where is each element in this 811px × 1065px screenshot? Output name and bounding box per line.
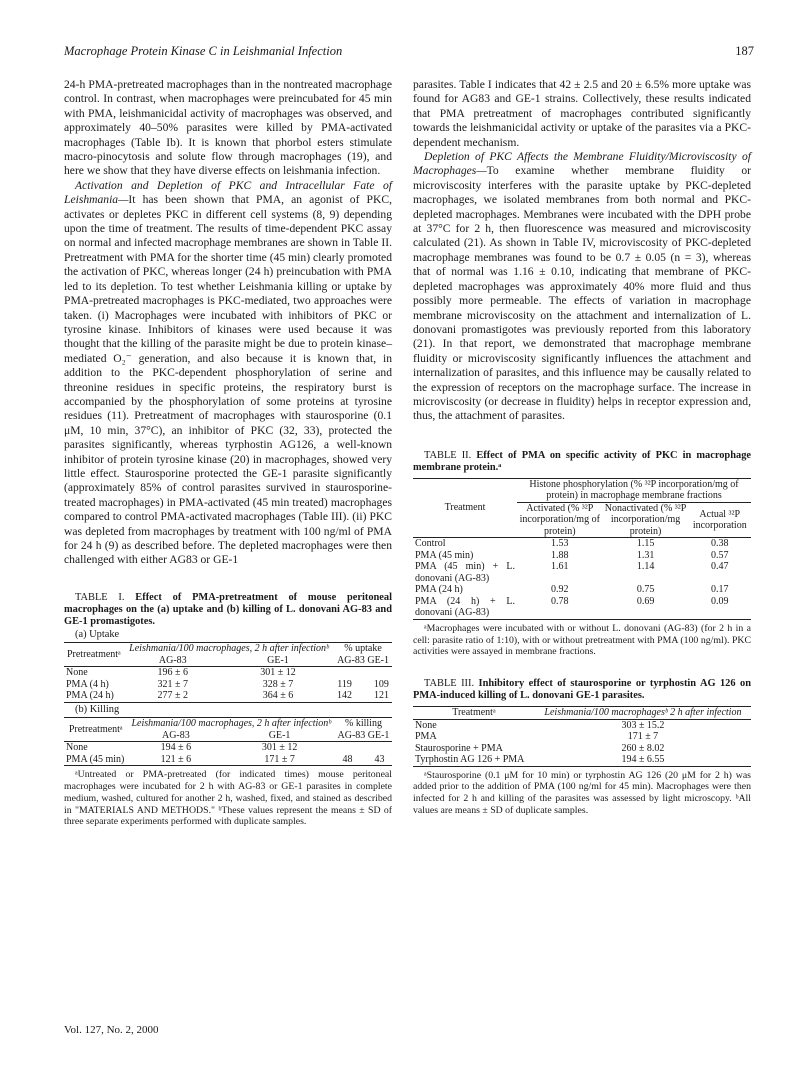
table-cell <box>334 679 392 691</box>
col-header: % killing AG-83 GE-1 <box>337 718 390 741</box>
table-cell <box>335 754 392 766</box>
table-cell: PMA (24 h) <box>415 584 463 596</box>
table-cell: None <box>415 719 437 731</box>
table-caption: TABLE III. Inhibitory effect of staurosporine or tyrphostin AG 126 on PMA-induced killing of L. donovani GE-1 parasites. <box>413 678 751 702</box>
col-header: GE-1 <box>267 654 289 666</box>
col-header: Nonactivated (% ³²P incorporation/mg protein) <box>604 502 687 537</box>
pct-value: 121 <box>374 690 390 702</box>
col-header: AG-83 <box>161 729 190 741</box>
table-cell: Tyrphostin AG 126 + PMA <box>415 754 525 766</box>
table-cell: 277 ± 2 <box>157 690 189 702</box>
table-cell: PMA <box>415 731 437 743</box>
table-cell: 121 ± 6 <box>160 753 192 765</box>
pct-value: 142 <box>337 690 353 702</box>
table-cell: 1.14 <box>636 561 655 573</box>
pct-value: 48 <box>342 753 353 765</box>
table-footnote: ᵃMacrophages were incubated with or without L. donovani (AG-83) (for 2 h in a cell: parasite ratio of 1:10), with or without pretreatment with PMA (100 ng/ml). PKC activities were assayed in membrane fractions. <box>413 622 751 658</box>
col-header: Pretreatmentᵃ <box>66 648 121 660</box>
table-cell: 1.53 <box>551 538 569 550</box>
table-3-grid <box>413 706 751 767</box>
col-header: Pretreatmentᵃ <box>68 723 123 735</box>
table-cell: 0.78 <box>551 595 569 607</box>
table-cell: PMA (4 h) <box>66 678 109 690</box>
table-row <box>413 731 751 743</box>
col-header: Leishmania/100 macrophagesᵇ 2 h after infection <box>544 707 742 719</box>
pct-value: 43 <box>374 753 385 765</box>
table-caption: TABLE II. Effect of PMA on specific activity of PKC in macrophage membrane protein.ᵃ <box>413 449 751 473</box>
table-cell: 194 ± 6.55 <box>621 754 665 766</box>
table-cell: 301 ± 12 <box>260 667 296 679</box>
table-row <box>64 679 392 691</box>
right-column <box>413 78 751 817</box>
table-cell: Control <box>415 538 446 550</box>
table-cell: 1.15 <box>636 538 655 550</box>
table-row <box>64 742 392 754</box>
table-cell: 194 ± 6 <box>160 742 192 754</box>
table-cell: 1.61 <box>551 561 569 573</box>
table-row <box>413 754 751 766</box>
table-row <box>64 690 392 702</box>
journal-footer: Vol. 127, No. 2, 2000 <box>64 1024 159 1036</box>
table-row <box>64 667 392 679</box>
table-row <box>64 754 392 766</box>
table-cell: PMA (24 h) + L. donovani (AG-83) <box>415 595 515 619</box>
table-cell: PMA (45 min) <box>66 753 125 765</box>
table-cell: PMA (45 min) + L. donovani (AG-83) <box>415 561 515 584</box>
table-cell: None <box>66 742 88 754</box>
table-cell: 0.09 <box>711 595 729 607</box>
col-header: AG-83 <box>158 654 187 666</box>
table-row <box>413 538 751 550</box>
table-row <box>413 584 751 596</box>
table-cell: 260 ± 8.02 <box>621 742 665 754</box>
table-cell: 0.69 <box>636 595 655 607</box>
table-row <box>413 550 751 562</box>
paragraph-text: It has been shown that PMA, an agonist of PKC, activates or depletes PKC in different cell systems (8, 9) depending upon the time of treatment. The results of time-dependent PKC assay on normal and infected macrophage membranes are shown in Table II. Pretreatment with PMA for the shorter time (45 min) clearly promoted the activation of PKC, whereas longer (24 h) preincubation with PMA led to its depletion. To test whether Leishmania killing or uptake by PMA-pretreated macrophages is PKC-mediated, two approaches were taken. (i) Macrophages were incubated with inhibitors of PKC or tyrosine kinase. Inhibitors of kinases were used because it was thought that the killing of the parasite might be due to protein kinase–mediated O₂⁻ generation, and also because it is known that, in addition to the PKC-dependent phosphorylation of serine and threonine residues in specific proteins, the respiratory burst is accompanied by the phosphorylation of some proteins at tyrosine residues (11). Pretreatment of macrophages with staurosporine (0.1 μM, 10 min, 37°C), an inhibitor of PKC (32, 33), protected the parasites significantly, whereas tyrphostin AG126, a well-known inhibitor of protein tyrosine kinase (20) in macrophages, showed very little effect. Staurosporine protected the GE-1 parasite significantly (approximately 85% of control parasites survived in staurosporine-treated macrophages) in PMA-activated (45 min treated) macrophages compared to control PMA-activated macrophages (Table III). (ii) PKC was depleted from macrophages by treatment with 100 ng/ml of PMA for 24 h (9) as described before. The depleted macrophages were then challenged with either AG83 or GE-1 <box>64 193 392 567</box>
table-2 <box>413 450 751 658</box>
table-cell: 364 ± 6 <box>262 690 294 702</box>
col-header: % uptake AG-83 GE-1 <box>337 643 390 666</box>
col-header: Treatmentᵃ <box>452 707 496 719</box>
table-cell: Staurosporine + PMA <box>415 742 503 754</box>
table-cell: 1.88 <box>551 549 569 561</box>
table-cell: PMA (24 h) <box>66 690 114 702</box>
pct-value: 119 <box>337 678 352 690</box>
running-title: Macrophage Protein Kinase C in Leishmanial Infection <box>64 44 343 58</box>
running-header <box>64 44 754 59</box>
table-1b <box>64 717 392 766</box>
table-1a <box>64 642 392 703</box>
col-header: Treatment <box>444 502 486 514</box>
table-footnote: ᵃUntreated or PMA-pretreated (for indicated times) mouse peritoneal macrophages were incubated for 2 h with AG-83 or GE-1 parasites in complete medium, washed, cultured for another 2 h, washed, fixed, and stained as described in "MATERIALS AND METHODS." ᵇThese values represent the means ± SD of three separate experiments performed with duplicate samples. <box>64 769 392 828</box>
table-cell: 171 ± 7 <box>627 731 659 743</box>
col-header: Actual ³²P incorporation <box>692 508 747 531</box>
table-cell: 303 ± 15.2 <box>621 719 665 731</box>
col-header: Leishmania/100 macrophages, 2 h after infectionᵇ <box>131 718 331 730</box>
table-3 <box>413 678 751 817</box>
body-paragraph <box>413 150 751 424</box>
table-cell: None <box>66 667 88 679</box>
section-heading: Depletion of PKC Affects the Membrane Fluidity/Microviscosity of Macrophages— <box>413 150 751 178</box>
table-cell: 0.57 <box>711 549 729 561</box>
table-cell: 321 ± 7 <box>157 678 189 690</box>
table-cell <box>335 742 392 754</box>
table-cell: PMA (45 min) <box>415 549 474 561</box>
table-cell: 0.92 <box>551 584 569 596</box>
table-footnote: ᵃStaurosporine (0.1 μM for 10 min) or tyrphostin AG 126 (20 μM for 2 h) was added prior to the addition of PMA (100 ng/ml for 45 min). Macrophages were then infected for 2 h and killing of the parasites was assessed by light microscopy. ᵇAll values are means ± SD of duplicate samples. <box>413 769 751 817</box>
pct-value: 109 <box>373 678 389 690</box>
table-cell <box>334 667 392 679</box>
paragraph-text: To examine whether membrane fluidity or microviscosity interferes with the parasite uptake by PKC-depleted macrophages, we isolated membranes from both normal and PKC-depleted macrophages. Membranes were incubated with the DPH probe at 37°C for 2 h, then fluorescence was measured and microviscosity calculated (21). As shown in Table IV, microviscosity of PKC-depleted macrophage membranes was found to be 0.7 ± 0.05 (n = 3), whereas that of normal was 1.16 ± 0.10, indicating that membrane of PKC-depleted macrophages was approximately 40% more fluid and thus possibly more permeable. The effects of variation in macrophage membrane microviscosity on the attachment and internalization of L. donovani promastigotes was previously reported from this laboratory (21). In that report, we demonstrated that macrophage membrane fluidity or microviscosity significantly influences the attachment and internalization of parasites, and this influence may be causally related to the expression of receptors on the macrophage surface. The increase in microviscosity (or decrease in fluidity) helps in receptor expression and, thus, the attachment of parasites. <box>413 164 751 423</box>
body-paragraph <box>64 179 392 568</box>
table-cell: 171 ± 7 <box>264 753 295 765</box>
table-cell <box>334 690 392 702</box>
table-row <box>413 596 751 620</box>
table-subheading: (a) Uptake <box>75 628 120 640</box>
table-cell: 328 ± 7 <box>262 678 294 690</box>
table-cell: 301 ± 12 <box>261 742 298 754</box>
table-cell: 0.47 <box>711 561 729 573</box>
table-cell: 0.38 <box>711 538 729 550</box>
section-heading: Activation and Depletion of PKC and Intracellular Fate of Leishmania— <box>64 178 392 207</box>
table-cell: 196 ± 6 <box>157 667 189 679</box>
table-caption: TABLE I. Effect of PMA-pretreatment of mouse peritoneal macrophages on the (a) uptake and (b) killing of L. donovani AG-83 and GE-1 promastigotes. <box>64 591 392 627</box>
table-cell: 0.75 <box>636 584 655 596</box>
table-1 <box>64 592 392 828</box>
table-cell: 1.31 <box>636 549 655 561</box>
body-paragraph: parasites. Table I indicates that 42 ± 2.5 and 20 ± 6.5% more uptake was found for AG83 and GE-1 strains. Collectively, these results indicated that PMA pretreatment of macrophages contributed significantly towards the leishmanicidal activity or uptake of the parasites via a PKC-dependent mechanism. <box>413 78 751 149</box>
page-number: 187 <box>735 44 754 58</box>
table-row <box>413 743 751 755</box>
left-column <box>64 78 392 828</box>
table-subheading: (b) Killing <box>75 703 120 715</box>
table-row <box>413 561 751 584</box>
col-header: Activated (% ³²P incorporation/mg of protein) <box>519 502 600 537</box>
table-2-grid <box>413 478 751 620</box>
col-header: GE-1 <box>268 729 291 741</box>
table-cell: 0.17 <box>711 584 729 596</box>
table-row <box>413 719 751 731</box>
col-header: Leishmania/100 macrophages, 2 h after infectionᵇ <box>129 643 329 655</box>
col-header: Histone phosphorylation (% ³²P incorporation/mg of protein) in macrophage membrane fractions <box>517 478 751 502</box>
body-paragraph: 24-h PMA-pretreated macrophages than in the nontreated macrophage control. In contrast, when macrophages were preincubated for 45 min with PMA, leishmanicidal activity of macrophages was observed, and approximately 40–50% parasites were killed by PMA-activated macrophages (Table Ib). It is known that phorbol esters stimulate macro-pinocytosis and solute flow through macrophages (19), and here we show that they have diverse effects on leishmania infection. <box>64 78 392 178</box>
